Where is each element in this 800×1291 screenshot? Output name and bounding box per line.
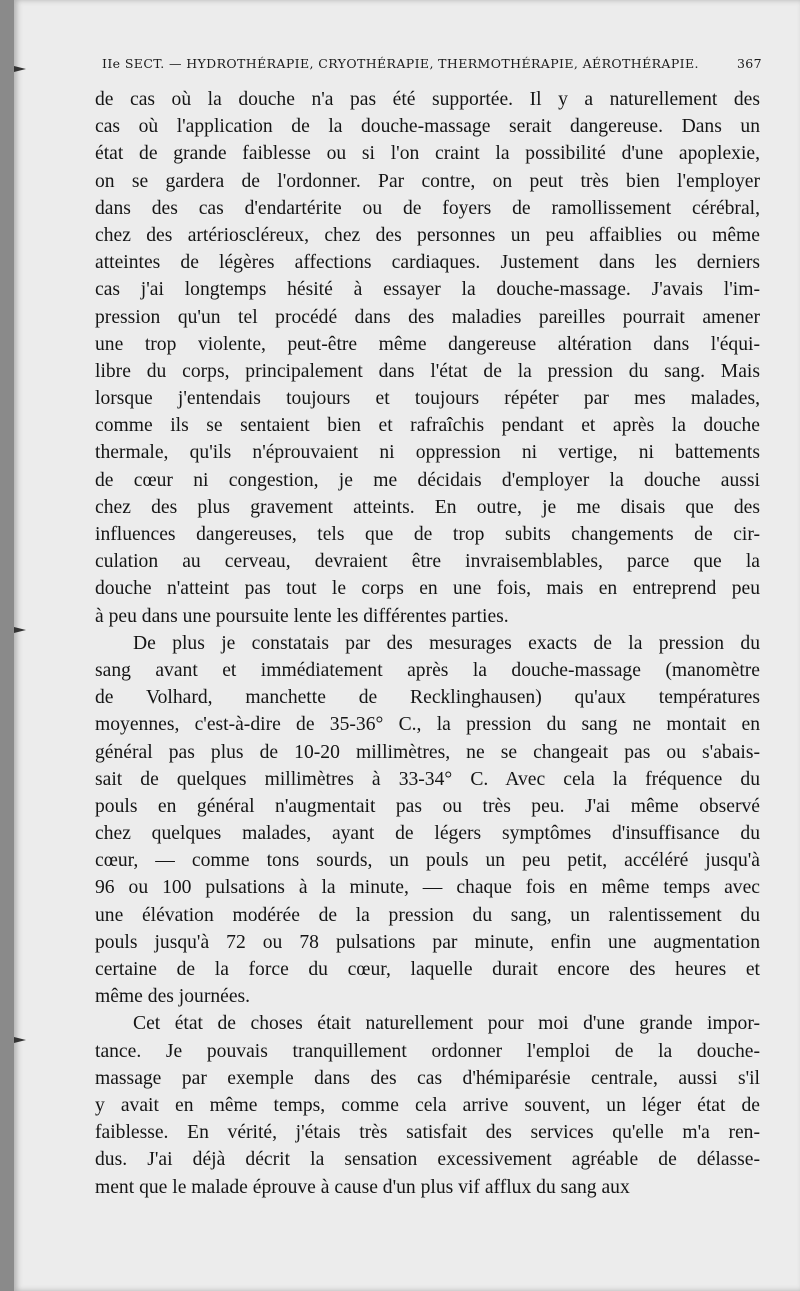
text-line: Cet état de choses était naturellement pour moi d'une grande impor- [133, 1013, 760, 1035]
text-line: de cas où la douche n'a pas été supportée. Il y a naturellement des [95, 89, 760, 110]
text-line: De plus je constatais par des mesurages exacts de la pression du [133, 632, 760, 654]
text-line: sang avant et immédiatement après la douche-massage (manomètre [95, 659, 760, 681]
text-line: pression qu'un tel procédé dans des maladies pareilles pourrait amener [95, 306, 760, 328]
text-line: même des journées. [95, 986, 251, 1008]
text-line: atteintes de légères affections cardiaques. Justement dans les derniers [95, 252, 760, 274]
text-line: massage par exemple dans des cas d'hémiparésie centrale, aussi s'il [95, 1067, 760, 1089]
text-line: comme ils se sentaient bien et rafraîchis pendant et après la douche [95, 415, 760, 437]
text-line: pouls en général n'augmentait pas ou très peu. J'ai même observé [95, 795, 760, 817]
text-line: une trop violente, peut-être même dangereuse altération dans l'équi- [95, 333, 760, 355]
text-line: une élévation modérée de la pression du sang, un ralentissement du [95, 904, 760, 926]
text-line: sait de quelques millimètres à 33-34° C. Avec cela la fréquence du [95, 768, 760, 790]
text-line: de cœur ni congestion, je me décidais d'employer la douche aussi [95, 469, 760, 491]
text-line: à peu dans une poursuite lente les différentes parties. [95, 605, 509, 627]
body-text [95, 86, 760, 1201]
paragraph [95, 630, 760, 1011]
text-line: certaine de la force du cœur, laquelle durait encore des heures et [95, 959, 760, 980]
text-line: cas j'ai longtemps hésité à essayer la douche-massage. J'avais l'im- [95, 279, 760, 301]
text-line: dus. J'ai déjà décrit la sensation excessivement agréable de délasse- [95, 1149, 760, 1171]
text-line: y avait en même temps, comme cela arrive souvent, un léger état de [95, 1094, 760, 1116]
text-line: 96 ou 100 pulsations à la minute, — chaque fois en même temps avec [95, 877, 760, 899]
text-line: culation au cerveau, devraient être invraisemblables, parce que la [95, 551, 760, 573]
text-line: ment que le malade éprouve à cause d'un plus vif afflux du sang aux [95, 1176, 630, 1198]
margin-mark [14, 1037, 26, 1043]
paragraph [95, 1010, 760, 1200]
running-header [102, 56, 762, 71]
text-line: douche n'atteint pas tout le corps en une fois, mais en entreprend peu [95, 578, 760, 600]
text-line: pouls jusqu'à 72 ou 78 pulsations par minute, enfin une augmentation [95, 931, 760, 953]
text-line: influences dangereuses, tels que de trop subits changements de cir- [95, 524, 760, 545]
text-line: cas où l'application de la douche-massage serait dangereuse. Dans un [95, 116, 760, 138]
margin-mark [14, 627, 26, 633]
page-number: 367 [736, 56, 762, 71]
text-line: état de grande faiblesse ou si l'on craint la possibilité d'une apoplexie, [95, 143, 760, 165]
text-line: lorsque j'entendais toujours et toujours répéter par mes malades, [95, 388, 760, 410]
text-line: moyennes, c'est-à-dire de 35-36° C., la pression du sang ne montait en [95, 714, 760, 736]
text-line: tance. Je pouvais tranquillement ordonner l'emploi de la douche- [95, 1040, 760, 1062]
text-line: chez des plus gravement atteints. En outre, je me disais que des [95, 496, 760, 518]
text-line: chez quelques malades, ayant de légers symptômes d'insuffisance du [95, 823, 760, 845]
text-line: général pas plus de 10-20 millimètres, ne se changeait pas ou s'abais- [95, 741, 760, 763]
paragraph [95, 86, 760, 630]
text-line: on se gardera de l'ordonner. Par contre, on peut très bien l'employer [95, 170, 760, 192]
text-line: cœur, — comme tons sourds, un pouls un peu petit, accéléré jusqu'à [95, 850, 760, 872]
text-line: faiblesse. En vérité, j'étais très satisfait des services qu'elle m'a ren- [95, 1122, 760, 1144]
text-line: dans des cas d'endartérite ou de foyers de ramollissement cérébral, [95, 197, 760, 219]
section-title: IIe SECT. — HYDROTHÉRAPIE, CRYOTHÉRAPIE, THERMOTHÉRAPIE, AÉROTHÉRAPIE. [102, 56, 699, 71]
text-line: libre du corps, principalement dans l'état de la pression du sang. Mais [95, 360, 760, 382]
text-line: chez des artérioscléreux, chez des personnes un peu affaiblies ou même [95, 224, 760, 246]
margin-mark [14, 66, 26, 72]
text-line: de Volhard, manchette de Recklinghausen) qu'aux températures [95, 687, 760, 709]
text-line: thermale, qu'ils n'éprouvaient ni oppression ni vertige, ni battements [95, 442, 760, 464]
